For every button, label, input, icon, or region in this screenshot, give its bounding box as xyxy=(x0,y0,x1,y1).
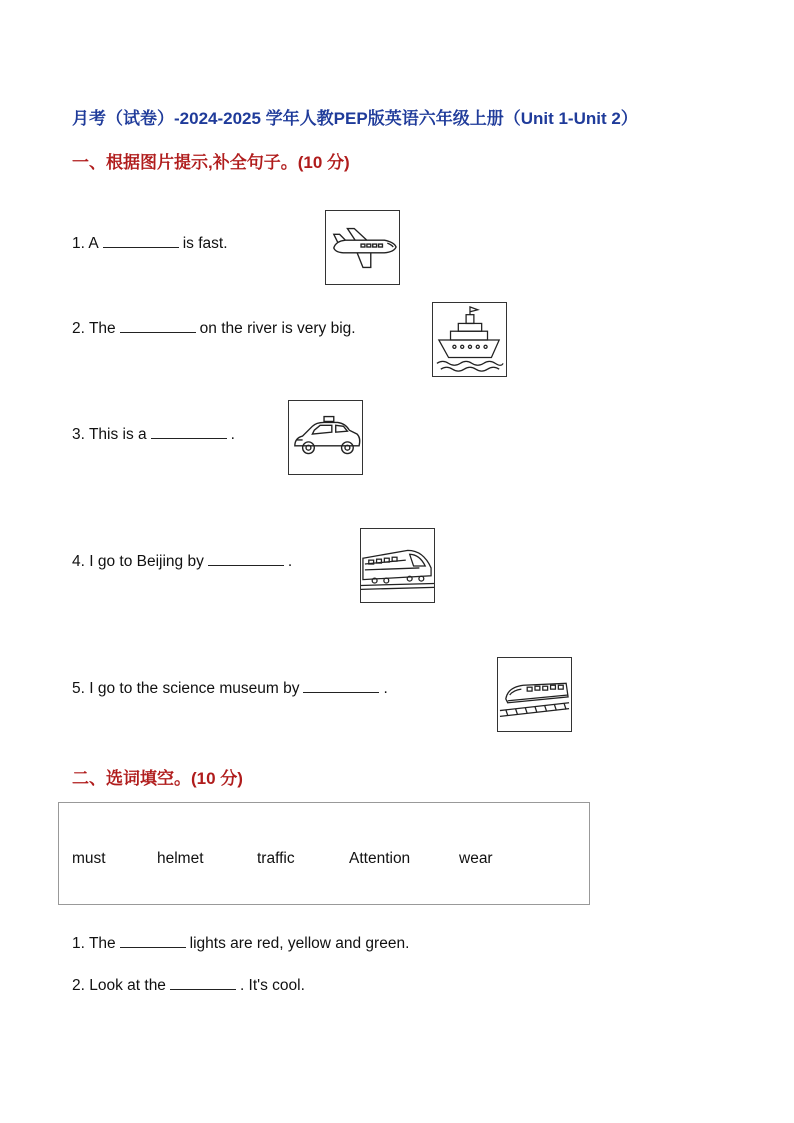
question-prefix: 1. A xyxy=(72,235,99,252)
answer-blank[interactable] xyxy=(103,233,179,248)
question-2-1 xyxy=(72,933,409,953)
question-suffix: on the river is very big. xyxy=(199,320,356,337)
question-1-1 xyxy=(72,233,228,253)
question-1-3 xyxy=(72,424,235,444)
section-1-heading: 一、根据图片提示,补全句子。(10 分) xyxy=(72,153,350,172)
airplane-icon xyxy=(326,211,399,284)
answer-blank[interactable] xyxy=(303,678,379,693)
question-prefix: 2. Look at the xyxy=(72,977,166,994)
word-option: must xyxy=(72,850,106,867)
answer-blank[interactable] xyxy=(208,551,284,566)
document-title: 月考（试卷）-2024-2025 学年人教PEP版英语六年级上册（Unit 1-Unit 2） xyxy=(72,109,638,128)
question-prefix: 4. I go to Beijing by xyxy=(72,553,204,570)
question-suffix: is fast. xyxy=(182,235,228,252)
subway-icon xyxy=(498,658,571,731)
question-1-2 xyxy=(72,318,356,338)
word-option: traffic xyxy=(257,850,295,867)
answer-blank[interactable] xyxy=(120,933,186,948)
answer-blank[interactable] xyxy=(120,318,196,333)
airplane-picture xyxy=(325,210,400,285)
ship-picture xyxy=(432,302,507,377)
word-option: helmet xyxy=(157,850,204,867)
answer-blank[interactable] xyxy=(170,975,236,990)
question-prefix: 1. The xyxy=(72,935,116,952)
question-1-4 xyxy=(72,551,292,571)
train-picture xyxy=(360,528,435,603)
question-prefix: 2. The xyxy=(72,320,116,337)
word-option: Attention xyxy=(349,850,411,867)
word-option: wear xyxy=(459,850,493,867)
question-suffix: . xyxy=(383,680,388,697)
taxi-picture xyxy=(288,400,363,475)
word-bank xyxy=(58,802,590,905)
answer-blank[interactable] xyxy=(151,424,227,439)
question-suffix: . xyxy=(230,426,235,443)
ship-icon xyxy=(433,303,506,376)
section-2-heading: 二、选词填空。(10 分) xyxy=(72,769,243,788)
question-suffix: lights are red, yellow and green. xyxy=(189,935,410,952)
question-prefix: 3. This is a xyxy=(72,426,147,443)
subway-picture xyxy=(497,657,572,732)
question-suffix: . It's cool. xyxy=(239,977,305,994)
train-icon xyxy=(361,529,434,602)
taxi-icon xyxy=(289,401,362,474)
question-prefix: 5. I go to the science museum by xyxy=(72,680,300,697)
question-2-2 xyxy=(72,975,305,995)
question-1-5 xyxy=(72,678,388,698)
question-suffix: . xyxy=(287,553,293,570)
